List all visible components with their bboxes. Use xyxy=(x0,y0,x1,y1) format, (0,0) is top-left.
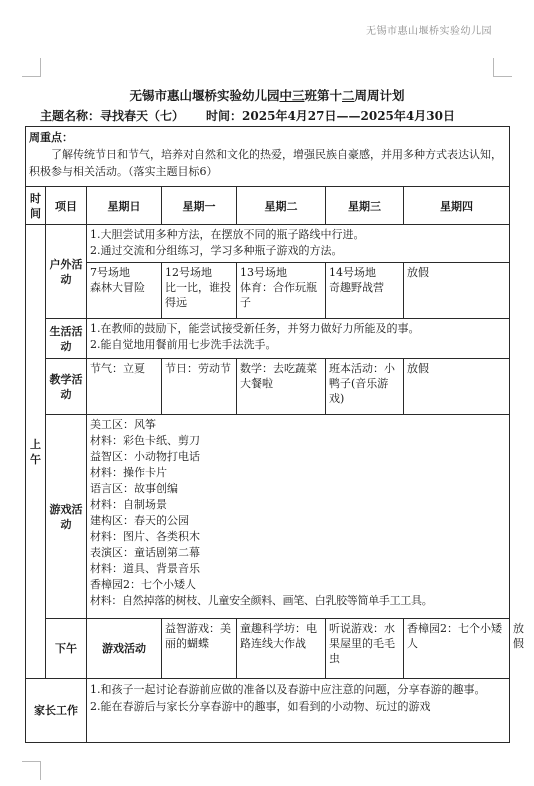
header-day-wednesday: 星期三 xyxy=(326,187,404,225)
outdoor-wednesday: 14号场地 奇趣野战营 xyxy=(329,266,384,294)
header-day-tuesday: 星期二 xyxy=(237,187,326,225)
time-value: 2025年4月27日——2025年4月30日 xyxy=(242,109,455,123)
outdoor-goals-row xyxy=(26,225,510,263)
pm-games-monday: 童趣科学坊：电路连线大作战 xyxy=(240,622,317,650)
outdoor-days-row xyxy=(26,263,510,319)
life-goal-1: 1.在教师的鼓励下，能尝试接受新任务，并努力做好力所能及的事。 xyxy=(90,322,420,335)
parents-label: 家长工作 xyxy=(26,679,87,743)
outdoor-monday: 12号场地 比一比，谁投得远 xyxy=(165,266,231,309)
games-line-6: 材料：自制场景 xyxy=(90,498,167,511)
pm-games-label: 游戏活动 xyxy=(87,619,162,679)
title-week-number: 二 xyxy=(342,88,355,103)
games-line-2: 材料：彩色卡纸、剪刀 xyxy=(90,434,200,447)
crop-mark-top-left xyxy=(22,58,41,77)
outdoor-tuesday: 13号场地 体育：合作玩瓶子 xyxy=(240,266,317,309)
title-mid: 班第十 xyxy=(304,88,342,103)
teaching-tuesday: 数学：去吃蔬菜大餐啦 xyxy=(240,362,317,390)
title-prefix: 无锡市惠山堰桥实验幼儿园 xyxy=(129,88,280,103)
afternoon-games-row xyxy=(26,619,510,679)
crop-mark-bottom-left xyxy=(22,761,41,780)
outdoor-goal-2: 2.通过交流和分组练习，学习多种瓶子游戏的方法。 xyxy=(90,244,343,257)
games-label: 游戏活动 xyxy=(46,415,87,619)
teaching-thursday: 放假 xyxy=(407,362,429,375)
header-day-monday: 星期一 xyxy=(162,187,237,225)
header-time: 时间 xyxy=(26,187,46,225)
header-item: 项目 xyxy=(46,187,87,225)
header-day-thursday: 星期四 xyxy=(404,187,510,225)
pm-games-sunday: 益智游戏：美丽的蝴蝶 xyxy=(165,622,231,650)
games-content xyxy=(87,415,510,619)
life-label: 生活活动 xyxy=(46,319,87,359)
outdoor-thursday: 放假 xyxy=(407,266,429,279)
pm-games-tuesday: 听说游戏：水果屋里的毛毛虫 xyxy=(329,622,395,665)
theme-label: 主题名称： xyxy=(40,109,101,123)
time-label: 时间： xyxy=(206,109,243,123)
title-class-name: 中三 xyxy=(279,88,305,103)
games-line-7: 建构区：春天的公园 xyxy=(90,514,189,527)
games-line-5: 语言区：故事创编 xyxy=(90,482,178,495)
teaching-label: 教学活动 xyxy=(46,359,87,415)
games-line-12: 材料：自然掉落的树枝、儿童安全颜料、画笔、白乳胶等简单手工工具。 xyxy=(90,594,433,607)
period-morning: 上午 xyxy=(26,225,46,679)
parents-content xyxy=(87,679,510,743)
outdoor-label: 户外活动 xyxy=(46,225,87,319)
teaching-wednesday: 班本活动：小鸭子(音乐游戏) xyxy=(329,362,395,405)
parents-line-1: 1.和孩子一起讨论春游前应做的准备以及春游中应注意的问题，分享春游的趣事。 xyxy=(90,683,486,696)
outdoor-goal-1: 1.大胆尝试用多种方法，在摆放不同的瓶子路线中行进。 xyxy=(90,228,365,241)
parents-line-2: 2.能在春游后与家长分享春游中的趣事，如看到的小动物、玩过的游戏 xyxy=(90,700,431,713)
theme-line xyxy=(40,107,500,124)
teaching-monday: 节日：劳动节 xyxy=(165,362,231,375)
theme-value: 寻找春天（七） xyxy=(100,109,185,123)
games-line-3: 益智区：小动物打电话 xyxy=(90,450,200,463)
focus-text: 了解传统节日和节气，培养对自然和文化的热爱，增强民族自豪感，并用多种方式表达认知，积极参与相关活动。（落实主题目标6） xyxy=(29,148,502,178)
header-day-sunday: 星期日 xyxy=(87,187,162,225)
life-goals xyxy=(87,319,510,359)
life-row xyxy=(26,319,510,359)
focus-row xyxy=(26,127,510,187)
header-watermark: 无锡市惠山堰桥实验幼儿园 xyxy=(366,26,492,37)
games-line-4: 材料：操作卡片 xyxy=(90,466,167,479)
games-line-11: 香樟园2：七个小矮人 xyxy=(90,578,196,591)
games-line-1: 美工区：风筝 xyxy=(90,418,156,431)
games-line-9: 表演区：童话剧第二幕 xyxy=(90,546,200,559)
pm-games-wednesday: 香樟园2：七个小矮人 xyxy=(407,622,502,650)
games-line-10: 材料：道具、背景音乐 xyxy=(90,562,200,575)
teaching-sunday: 节气：立夏 xyxy=(90,362,145,375)
weekly-focus-cell xyxy=(26,127,510,187)
outdoor-goals xyxy=(87,225,510,263)
life-goal-2: 2.能自觉地用餐前用七步洗手法洗手。 xyxy=(90,338,277,351)
focus-heading: 周重点： xyxy=(29,131,73,144)
header-row xyxy=(26,187,510,225)
games-row xyxy=(26,415,510,619)
document-title xyxy=(0,86,534,104)
pm-games-thursday: 放假 xyxy=(513,622,524,650)
parents-row xyxy=(26,679,510,743)
period-afternoon: 下午 xyxy=(46,619,87,679)
title-suffix: 周周计划 xyxy=(354,88,405,103)
crop-mark-top-right xyxy=(493,58,512,77)
outdoor-sunday: 7号场地 森林大冒险 xyxy=(90,266,145,294)
teaching-row xyxy=(26,359,510,415)
weekly-plan-table xyxy=(25,126,524,743)
games-line-8: 材料：图片、各类积木 xyxy=(90,530,200,543)
